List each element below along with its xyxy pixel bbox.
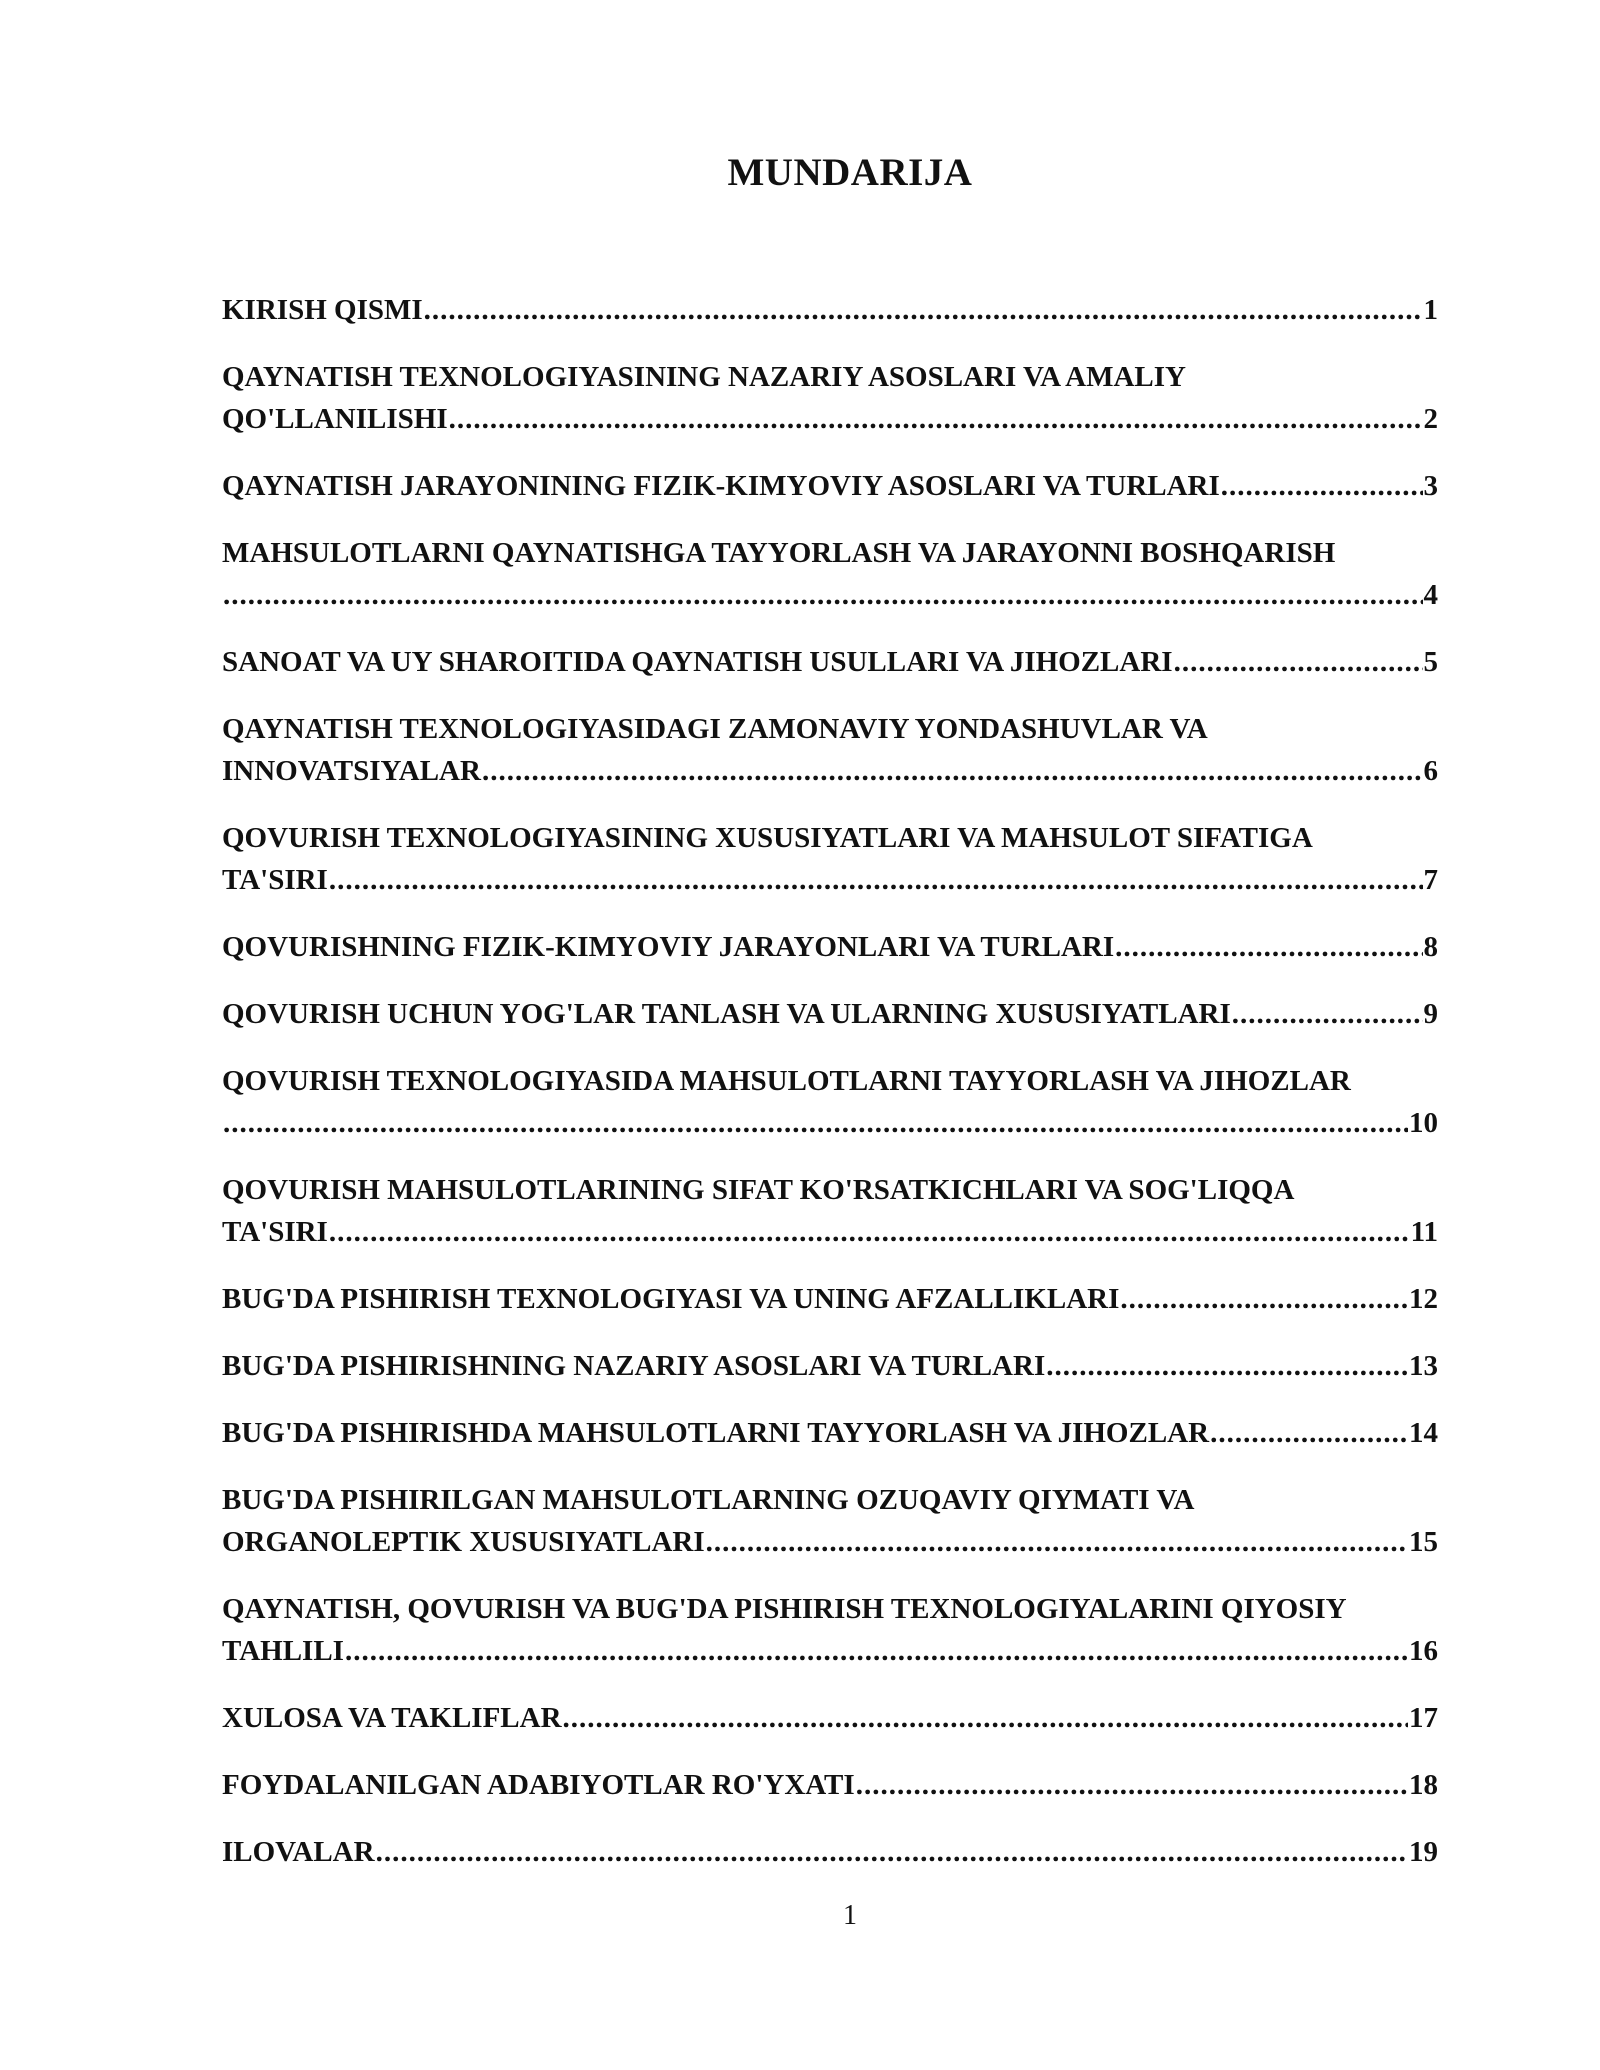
toc-entry-last-line: [222, 859, 1438, 901]
toc-entry[interactable]: [222, 926, 1438, 968]
dot-leader: [1210, 1412, 1408, 1454]
toc-entry[interactable]: [222, 465, 1438, 507]
toc-entry-last-line: [222, 398, 1438, 440]
toc-entry-title-line: QO'LLANILISHI: [222, 403, 448, 435]
toc-entry[interactable]: [222, 1831, 1438, 1873]
toc-entry-last-line: [222, 1345, 1438, 1387]
toc-entry-title-line: QAYNATISH, QOVURISH VA BUG'DA PISHIRISH TEXNOLOGIYALARINI QIYOSIY: [222, 1593, 1347, 1625]
dot-leader: [345, 1630, 1408, 1672]
toc-entry-title-line: BUG'DA PISHIRISH TEXNOLOGIYASI VA UNING AFZALLIKLARI: [222, 1283, 1120, 1315]
toc-entry-title-line: BUG'DA PISHIRISHNING NAZARIY ASOSLARI VA TURLARI: [222, 1350, 1046, 1382]
dot-leader: [329, 1211, 1410, 1253]
toc-page-number: 19: [1409, 1836, 1438, 1868]
toc-entry-title-line: BUG'DA PISHIRISHDA MAHSULOTLARNI TAYYORLASH VA JIHOZLAR: [222, 1417, 1210, 1449]
toc-page-number: 17: [1409, 1702, 1438, 1734]
dot-leader: [1221, 465, 1423, 507]
toc-entry-last-line: [222, 1211, 1438, 1253]
toc-entry[interactable]: [222, 1412, 1438, 1454]
toc-page-number: 11: [1410, 1216, 1438, 1248]
toc-page-number: 15: [1409, 1526, 1438, 1558]
toc-entry-last-line: [222, 1278, 1438, 1320]
toc-entry-last-line: [222, 1697, 1438, 1739]
dot-leader: [223, 574, 1423, 616]
toc-entry-last-line: [222, 1521, 1438, 1563]
toc-entry-title-line: QOVURISH TEXNOLOGIYASINING XUSUSIYATLARI VA MAHSULOT SIFATIGA: [222, 822, 1313, 854]
toc-entry[interactable]: [222, 1060, 1438, 1144]
table-of-contents: [222, 289, 1438, 1898]
toc-entry[interactable]: [222, 993, 1438, 1035]
toc-page-number: 9: [1423, 998, 1438, 1030]
toc-entry-title-line: KIRISH QISMI: [222, 294, 423, 326]
toc-entry[interactable]: [222, 1169, 1438, 1253]
dot-leader: [706, 1521, 1408, 1563]
toc-page-number: 5: [1423, 646, 1438, 678]
toc-entry-last-line: [222, 1630, 1438, 1672]
dot-leader: [1232, 993, 1423, 1035]
toc-page-number: 1: [1423, 294, 1438, 326]
toc-page-number: 10: [1409, 1107, 1438, 1139]
toc-entry-title-line: INNOVATSIYALAR: [222, 755, 481, 787]
dot-leader: [1115, 926, 1422, 968]
dot-leader: [856, 1764, 1408, 1806]
toc-entry-last-line: [222, 1764, 1438, 1806]
toc-page-number: 8: [1423, 931, 1438, 963]
toc-entry[interactable]: [222, 1345, 1438, 1387]
toc-entry-title-line: QAYNATISH TEXNOLOGIYASINING NAZARIY ASOSLARI VA AMALIY: [222, 361, 1186, 393]
toc-entry-last-line: [222, 289, 1438, 331]
toc-entry[interactable]: [222, 708, 1438, 792]
toc-entry-title-line: SANOAT VA UY SHAROITIDA QAYNATISH USULLARI VA JIHOZLARI: [222, 646, 1173, 678]
toc-entry-last-line: [222, 750, 1438, 792]
dot-leader: [1046, 1345, 1408, 1387]
page-title: MUNDARIJA: [727, 151, 973, 194]
toc-entry-last-line: [222, 1831, 1438, 1873]
toc-page-number: 6: [1423, 755, 1438, 787]
toc-page-number: 4: [1423, 579, 1438, 611]
toc-entry[interactable]: [222, 1764, 1438, 1806]
toc-page-number: 7: [1423, 864, 1438, 896]
toc-entry-last-line: [222, 1102, 1438, 1144]
toc-entry-title-line: TA'SIRI: [222, 1216, 328, 1248]
toc-entry[interactable]: [222, 532, 1438, 616]
dot-leader: [329, 859, 1423, 901]
toc-entry-title-line: QOVURISH UCHUN YOG'LAR TANLASH VA ULARNING XUSUSIYATLARI: [222, 998, 1231, 1030]
dot-leader: [563, 1697, 1408, 1739]
dot-leader: [449, 398, 1423, 440]
toc-page-number: 2: [1423, 403, 1438, 435]
toc-entry[interactable]: [222, 289, 1438, 331]
dot-leader: [482, 750, 1423, 792]
toc-entry-title-line: TA'SIRI: [222, 864, 328, 896]
toc-entry-title-line: ILOVALAR: [222, 1836, 375, 1868]
toc-entry-title-line: ORGANOLEPTIK XUSUSIYATLARI: [222, 1526, 705, 1558]
dot-leader: [223, 1102, 1408, 1144]
toc-entry-last-line: [222, 641, 1438, 683]
toc-entry-last-line: [222, 993, 1438, 1035]
page-number-footer: 1: [843, 1900, 857, 1931]
dot-leader: [1174, 641, 1423, 683]
toc-entry-last-line: [222, 574, 1438, 616]
dot-leader: [1120, 1278, 1408, 1320]
toc-entry-title-line: TAHLILI: [222, 1635, 344, 1667]
toc-page-number: 3: [1423, 470, 1438, 502]
toc-entry[interactable]: [222, 1588, 1438, 1672]
toc-entry[interactable]: [222, 356, 1438, 440]
toc-entry-title-line: QOVURISH TEXNOLOGIYASIDA MAHSULOTLARNI TAYYORLASH VA JIHOZLAR: [222, 1065, 1351, 1097]
toc-page-number: 18: [1409, 1769, 1438, 1801]
toc-page-number: 13: [1409, 1350, 1438, 1382]
dot-leader: [424, 289, 1423, 331]
toc-entry-title-line: FOYDALANILGAN ADABIYOTLAR RO'YXATI: [222, 1769, 855, 1801]
toc-page-number: 16: [1409, 1635, 1438, 1667]
toc-page-number: 12: [1409, 1283, 1438, 1315]
toc-page-number: 14: [1409, 1417, 1438, 1449]
toc-entry[interactable]: [222, 1697, 1438, 1739]
toc-entry-last-line: [222, 465, 1438, 507]
toc-entry-title-line: XULOSA VA TAKLIFLAR: [222, 1702, 562, 1734]
toc-entry-title-line: QOVURISHNING FIZIK-KIMYOVIY JARAYONLARI VA TURLARI: [222, 931, 1115, 963]
toc-entry-last-line: [222, 1412, 1438, 1454]
toc-entry-title-line: QAYNATISH TEXNOLOGIYASIDAGI ZAMONAVIY YONDASHUVLAR VA: [222, 713, 1208, 745]
toc-entry-title-line: MAHSULOTLARNI QAYNATISHGA TAYYORLASH VA JARAYONNI BOSHQARISH: [222, 537, 1336, 569]
toc-entry[interactable]: [222, 641, 1438, 683]
toc-entry-title-line: QOVURISH MAHSULOTLARINING SIFAT KO'RSATKICHLARI VA SOG'LIQQA: [222, 1174, 1295, 1206]
toc-entry-title-line: BUG'DA PISHIRILGAN MAHSULOTLARNING OZUQAVIY QIYMATI VA: [222, 1484, 1195, 1516]
toc-entry-title-line: QAYNATISH JARAYONINING FIZIK-KIMYOVIY ASOSLARI VA TURLARI: [222, 470, 1220, 502]
toc-entry[interactable]: [222, 1278, 1438, 1320]
toc-entry[interactable]: [222, 817, 1438, 901]
toc-entry-last-line: [222, 926, 1438, 968]
dot-leader: [376, 1831, 1408, 1873]
toc-entry[interactable]: [222, 1479, 1438, 1563]
